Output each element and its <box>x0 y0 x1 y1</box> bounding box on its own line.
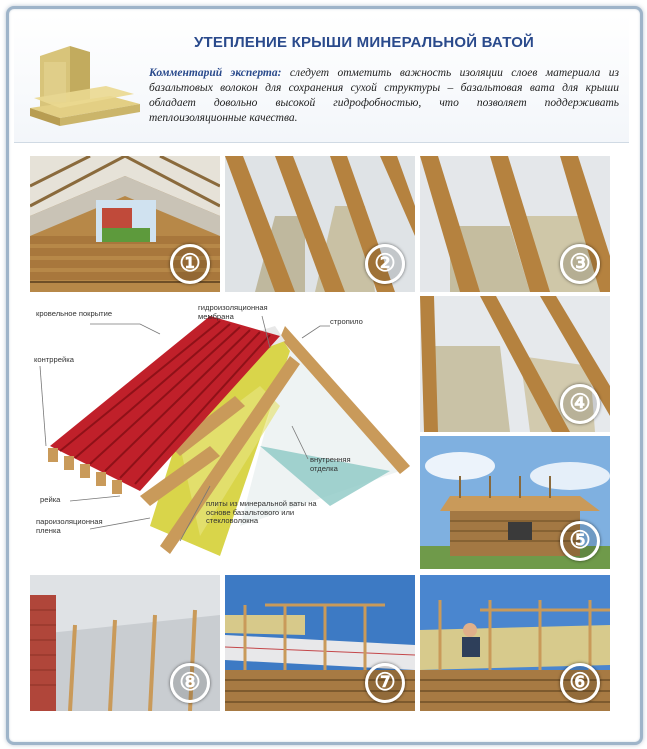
label-waterproof: гидроизоляционная мембрана <box>198 303 268 321</box>
comment-text: следует отметить важность изоляции слоев материала из базальтовых волокон для сохранения сухой структуры – базальтовая вата для крыши обладает довольно высокой гидрофобностью, что позволяет поддерживать теплоизоляционные качества. <box>149 67 620 124</box>
photo-step-7 <box>225 575 415 711</box>
label-roofing: кровельное покрытие <box>36 309 113 318</box>
step-number-3: ③ <box>560 244 600 284</box>
step-number-2: ② <box>365 244 405 284</box>
page-title: УТЕПЛЕНИЕ КРЫШИ МИНЕРАЛЬНОЙ ВАТОЙ <box>194 34 535 51</box>
comment-lead: Комментарий эксперта: <box>149 67 282 79</box>
label-vapor: пароизоляционная пленка <box>36 517 103 535</box>
label-interior: внутренняя отделка <box>310 455 351 473</box>
label-batten: рейка <box>40 495 61 504</box>
roof-layers-diagram <box>30 296 414 566</box>
label-slabs: плиты из минеральной ваты на основе базальтового или стекловолокна <box>206 499 317 525</box>
label-counter-batten: контррейка <box>34 355 74 364</box>
step-number-8: ⑧ <box>170 663 210 703</box>
expert-comment <box>149 66 619 126</box>
step-number-4: ④ <box>560 384 600 424</box>
step-number-5: ⑤ <box>560 521 600 561</box>
photo-step-1 <box>30 156 220 292</box>
photo-step-3 <box>420 156 610 292</box>
photo-step-2 <box>225 156 415 292</box>
label-rafter: стропило <box>330 317 363 326</box>
step-number-7: ⑦ <box>365 663 405 703</box>
header-panel <box>14 14 629 143</box>
mineral-wool-icon <box>30 46 140 126</box>
step-number-6: ⑥ <box>560 663 600 703</box>
step-number-1: ① <box>170 244 210 284</box>
photo-step-4 <box>420 296 610 432</box>
photo-step-8 <box>30 575 220 711</box>
photo-step-6 <box>420 575 610 711</box>
photo-step-5 <box>420 436 610 569</box>
